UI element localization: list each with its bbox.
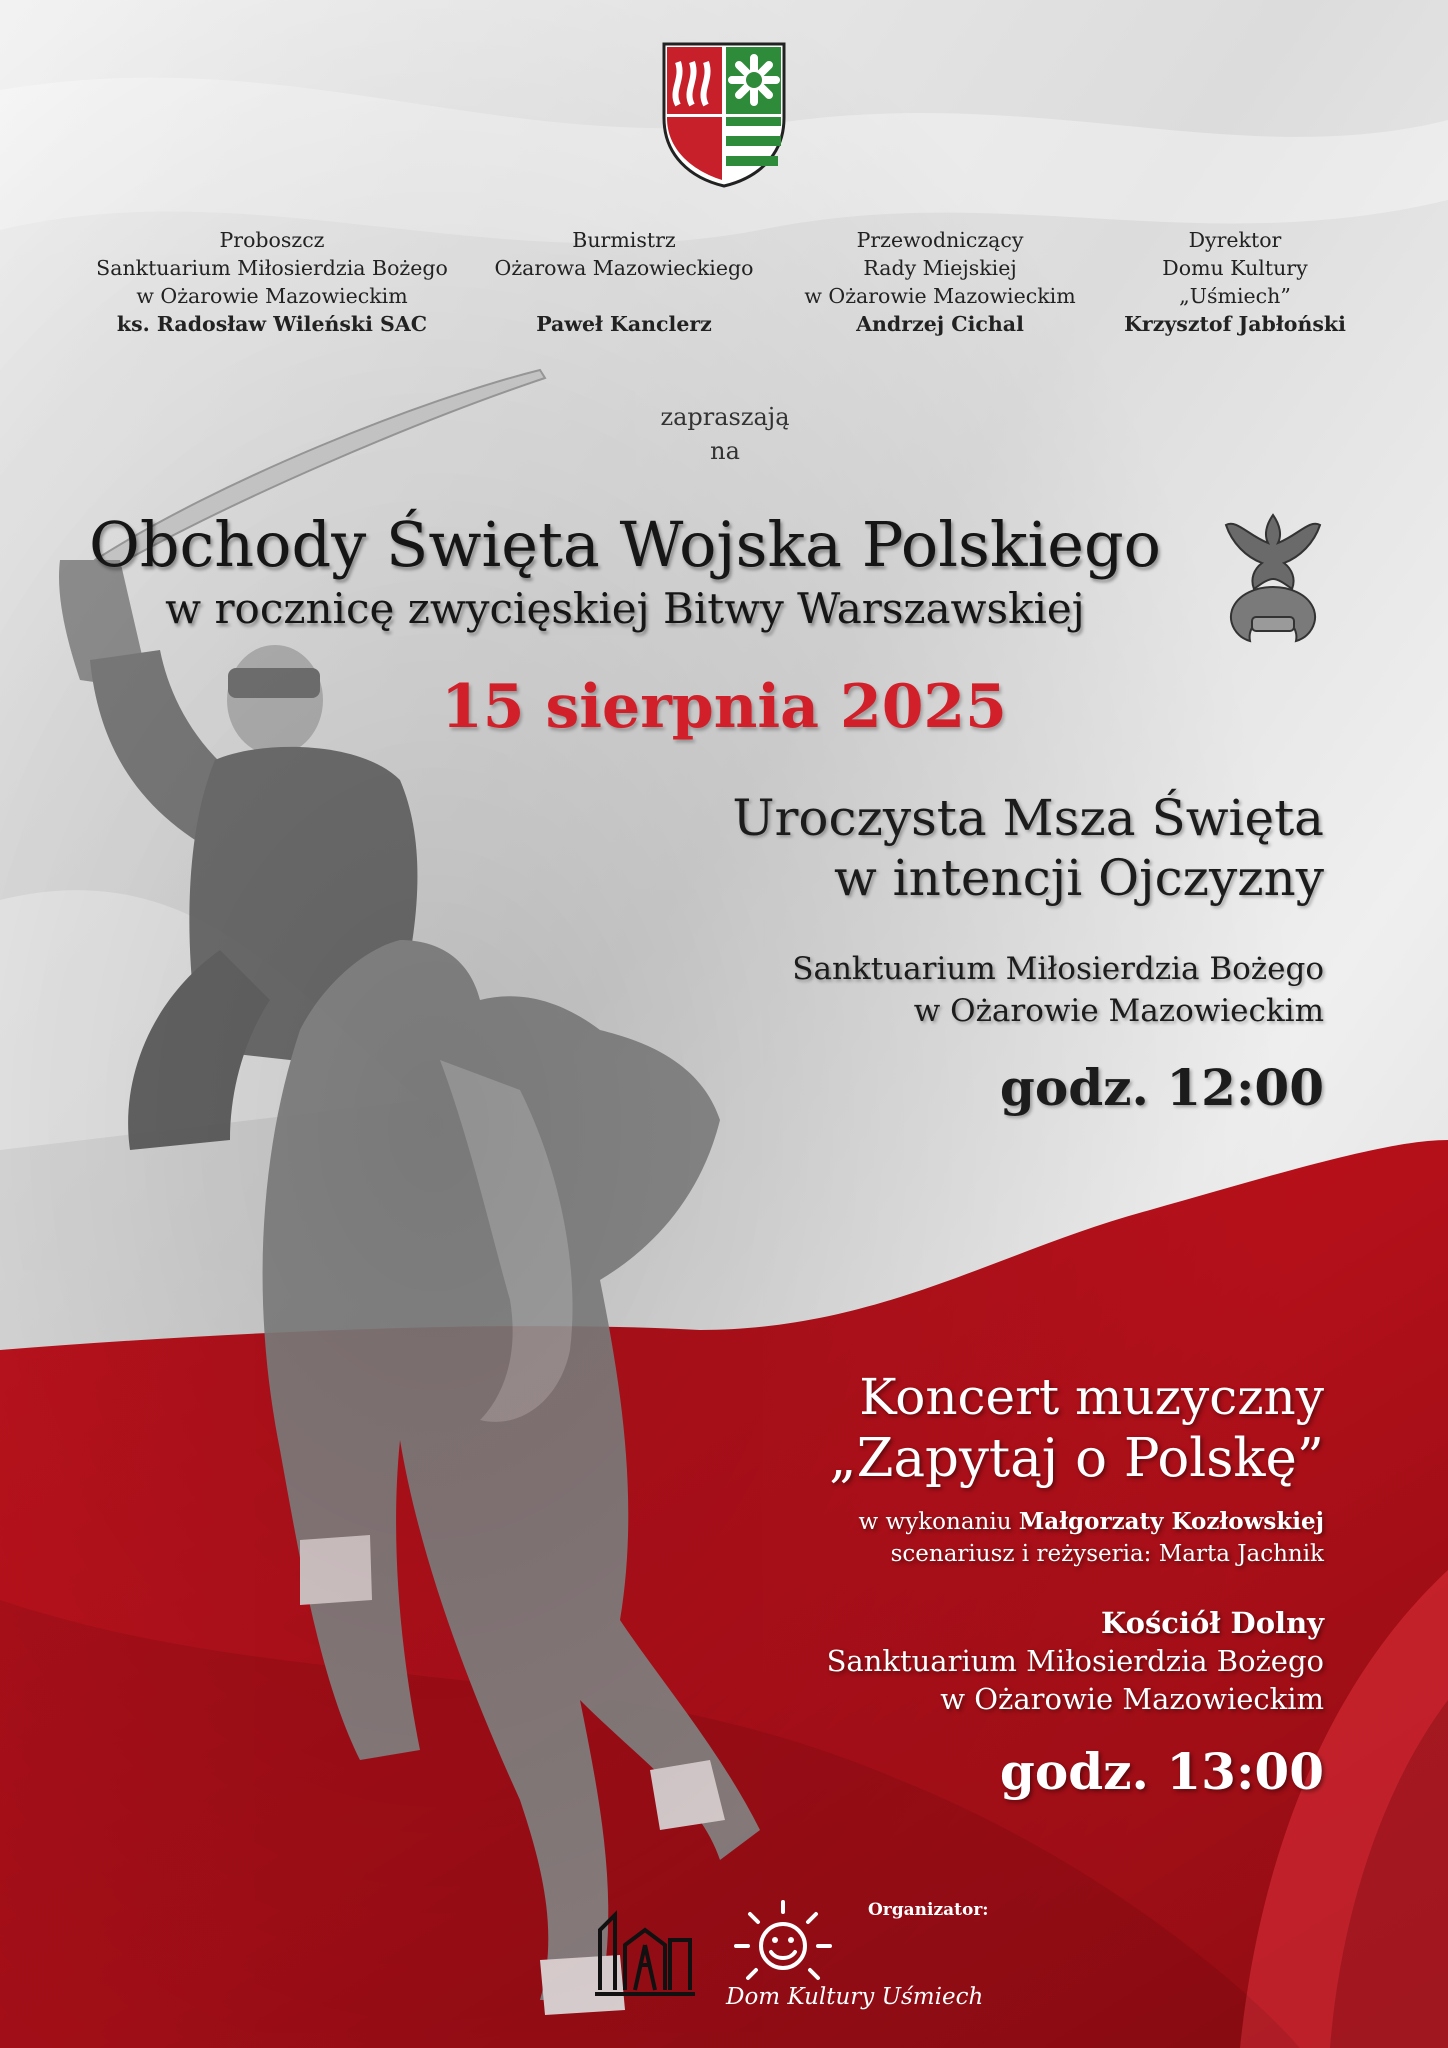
host-line [482,282,766,310]
performer-name: Małgorzaty Kozłowskiej [1018,1508,1324,1535]
concert-title-line: „Zapytaj o Polskę” [829,1428,1324,1489]
host-role: Proboszcz [219,228,325,252]
mass-title-line: Uroczysta Msza Święta [732,789,1324,847]
sanctuary-logo-icon [585,1890,705,2010]
concert-place-line: w Ożarowie Mazowieckim [940,1682,1324,1716]
host-role: Burmistrz [572,228,676,252]
host-line: Rady Miejskiej [863,256,1017,280]
host-line: „Uśmiech” [1179,284,1291,308]
host-role: Dyrektor [1188,228,1282,252]
invitation [600,400,850,468]
host-line: Domu Kultury [1162,256,1308,280]
concert-place-line: Sanktuarium Miłosierdzia Bożego [826,1644,1324,1678]
concert-director: scenariusz i reżyseria: Marta Jachnik [890,1541,1324,1567]
host-name: Krzysztof Jabłoński [1124,312,1346,336]
host-line: w Ożarowie Mazowieckim [804,284,1076,308]
concert-performer [859,1506,1324,1538]
dom-kultury-usmiech-logo-icon [728,1898,838,1988]
host-name: Paweł Kanclerz [536,312,712,336]
host-line: w Ożarowie Mazowieckim [136,284,408,308]
host-parish-priest [92,226,452,338]
invitation-line: na [710,437,740,465]
organizer-logo-text: Dom Kultury Uśmiech [726,1984,984,2010]
host-line: Sanktuarium Miłosierdzia Bożego [96,256,448,280]
organizer-label: Organizator: [868,1900,989,1920]
event-title: Obchody Święta Wojska Polskiego [89,508,1161,581]
invitation-line: zapraszają [660,403,790,431]
host-name: ks. Radosław Wileński SAC [116,312,428,336]
mass-place [792,948,1324,1032]
mass-time: godz. 12:00 [999,1058,1324,1117]
concert-time: godz. 13:00 [999,1742,1324,1801]
performer-prefix: w wykonaniu [858,1509,1019,1535]
polish-army-eagle-icon [1218,505,1328,655]
mass-title-line: w intencji Ojczyzny [833,849,1324,907]
hosts [0,226,1448,346]
concert-title [829,1366,1324,1490]
mass-place-line: w Ożarowie Mazowieckim [913,993,1324,1029]
concert-credits [859,1506,1324,1570]
event-subtitle: w rocznicę zwycięskiej Bitwy Warszawskiej [165,584,1085,633]
coat-of-arms-icon [660,40,788,188]
host-council-chairman [790,226,1090,338]
concert-place [827,1604,1324,1718]
mass-place-line: Sanktuarium Miłosierdzia Bożego [792,951,1324,987]
concert-venue: Kościół Dolny [1101,1606,1324,1640]
host-line: Ożarowa Mazowieckiego [494,256,754,280]
event-date: 15 sierpnia 2025 [441,672,1007,742]
host-mayor [482,226,766,338]
concert-title-line: Koncert muzyczny [859,1368,1324,1426]
host-culture-director [1110,226,1360,338]
host-name: Andrzej Cichal [856,312,1024,336]
host-role: Przewodniczący [856,228,1024,252]
mass-title [732,788,1324,908]
